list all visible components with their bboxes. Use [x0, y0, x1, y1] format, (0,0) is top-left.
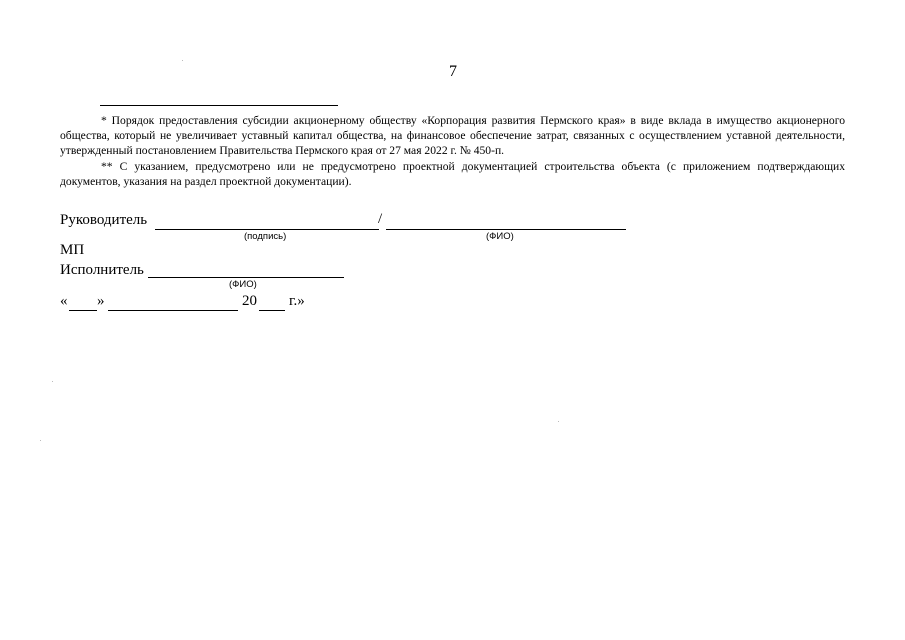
date-day-line[interactable]: [69, 310, 97, 311]
slash-separator: /: [378, 211, 383, 227]
executor-label: Исполнитель: [60, 262, 144, 278]
head-label: Руководитель: [60, 212, 148, 228]
footnotes: [60, 113, 845, 189]
fio-caption: (ФИО): [486, 231, 514, 242]
date-month-line[interactable]: [108, 310, 238, 311]
executor-fio-line[interactable]: [148, 277, 344, 278]
scan-speck: [52, 381, 53, 382]
stamp-label: МП: [60, 242, 85, 258]
footnote-2: [60, 159, 845, 189]
date-open-quote: «: [60, 293, 68, 309]
page-number: 7: [449, 63, 457, 80]
executor-fio-caption: (ФИО): [229, 279, 257, 290]
footnote-1: [60, 113, 845, 159]
footnote-separator: [100, 105, 338, 106]
head-signature-line[interactable]: [155, 229, 379, 230]
footnote-marker: **: [101, 159, 113, 173]
footnote-marker: *: [101, 114, 107, 127]
head-fio-line[interactable]: [386, 229, 626, 230]
scan-speck: [558, 421, 559, 422]
date-close-quote: »: [97, 293, 105, 309]
year-suffix: г.»: [289, 293, 305, 309]
footnote-text: С указанием, предусмотрено или не предусмотрено проектной документацией строительства объекта (с приложением подтверждающих документов, указания на раздел проектной документации).: [60, 159, 845, 188]
scan-speck: [182, 60, 183, 61]
year-prefix: 20: [242, 293, 257, 309]
footnote-text: Порядок предоставления субсидии акционерному обществу «Корпорация развития Пермского края» в виде вклада в имущество акционерного общества, который не увеличивает уставный капитал общества, на финансовое обеспечение затрат, связанных с осуществлением уставной деятельности, утвержденный постановлением Правительства Пермского края от 27 мая 2022 г. № 450-п.: [60, 114, 845, 158]
date-year-line[interactable]: [259, 310, 285, 311]
scan-speck: [40, 440, 41, 441]
signature-caption: (подпись): [244, 231, 287, 242]
